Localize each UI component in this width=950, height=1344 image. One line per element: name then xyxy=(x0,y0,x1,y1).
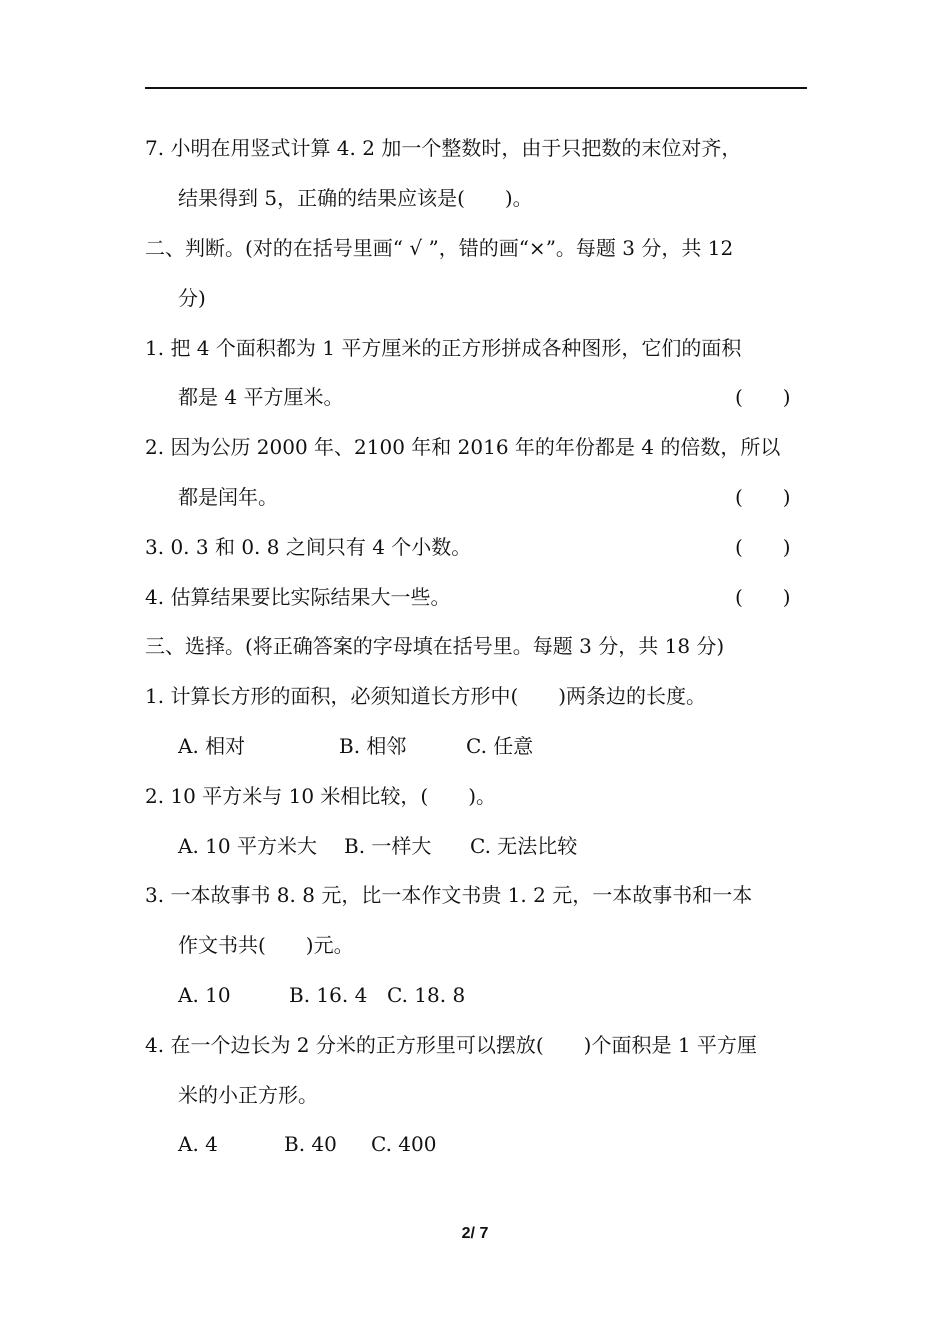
option-b: B. 一样大 xyxy=(344,834,432,858)
option-c: C. 400 xyxy=(371,1132,437,1156)
choice-item-2: 2. 10 平方米与 10 米相比较，( )。 xyxy=(145,784,497,808)
option-b: B. 40 xyxy=(284,1132,337,1156)
option-c: C. 无法比较 xyxy=(470,834,578,858)
choice-item-3-line1: 3. 一本故事书 8. 8 元，比一本作文书贵 1. 2 元，一本故事书和一本 xyxy=(145,883,753,907)
q7-line1: 7. 小明在用竖式计算 4. 2 加一个整数时，由于只把数的末位对齐， xyxy=(145,136,742,160)
choice-item-4-line2: 米的小正方形。 xyxy=(178,1083,318,1107)
q7-line2: 结果得到 5，正确的结果应该是( )。 xyxy=(178,186,533,210)
option-a: A. 相对 xyxy=(178,734,246,758)
answer-blank[interactable]: ( ) xyxy=(735,385,791,409)
choice-item-1: 1. 计算长方形的面积，必须知道长方形中( )两条边的长度。 xyxy=(145,684,707,708)
judge-item-1-line1: 1. 把 4 个面积都为 1 平方厘米的正方形拼成各种图形，它们的面积 xyxy=(145,336,742,360)
answer-blank[interactable]: ( ) xyxy=(735,585,791,609)
section3-heading: 三、选择。(将正确答案的字母填在括号里。每题 3 分，共 18 分) xyxy=(145,634,725,658)
judge-item-2-line1: 2. 因为公历 2000 年、2100 年和 2016 年的年份都是 4 的倍数，所以 xyxy=(145,435,781,459)
option-c: C. 任意 xyxy=(466,734,534,758)
option-c: C. 18. 8 xyxy=(387,983,466,1007)
section2-heading-cont: 分) xyxy=(178,286,206,310)
judge-item-4: 4. 估算结果要比实际结果大一些。 xyxy=(145,585,451,609)
judge-item-2-line2: 都是闰年。 xyxy=(178,485,278,509)
option-b: B. 16. 4 xyxy=(289,983,368,1007)
answer-blank[interactable]: ( ) xyxy=(735,485,791,509)
section2-heading: 二、判断。(对的在括号里画“ √ ”，错的画“×”。每题 3 分，共 12 xyxy=(145,236,734,260)
option-b: B. 相邻 xyxy=(339,734,407,758)
answer-blank[interactable]: ( ) xyxy=(735,535,791,559)
page-number: 2/ 7 xyxy=(461,1225,489,1242)
option-a: A. 4 xyxy=(178,1132,218,1156)
choice-item-4-line1: 4. 在一个边长为 2 分米的正方形里可以摆放( )个面积是 1 平方厘 xyxy=(145,1033,757,1057)
judge-item-3: 3. 0. 3 和 0. 8 之间只有 4 个小数。 xyxy=(145,535,472,559)
judge-item-1-line2: 都是 4 平方厘米。 xyxy=(178,385,344,409)
choice-item-3-line2: 作文书共( )元。 xyxy=(178,933,354,957)
option-a: A. 10 xyxy=(178,983,231,1007)
option-a: A. 10 平方米大 xyxy=(178,834,317,858)
header-rule xyxy=(145,87,807,89)
